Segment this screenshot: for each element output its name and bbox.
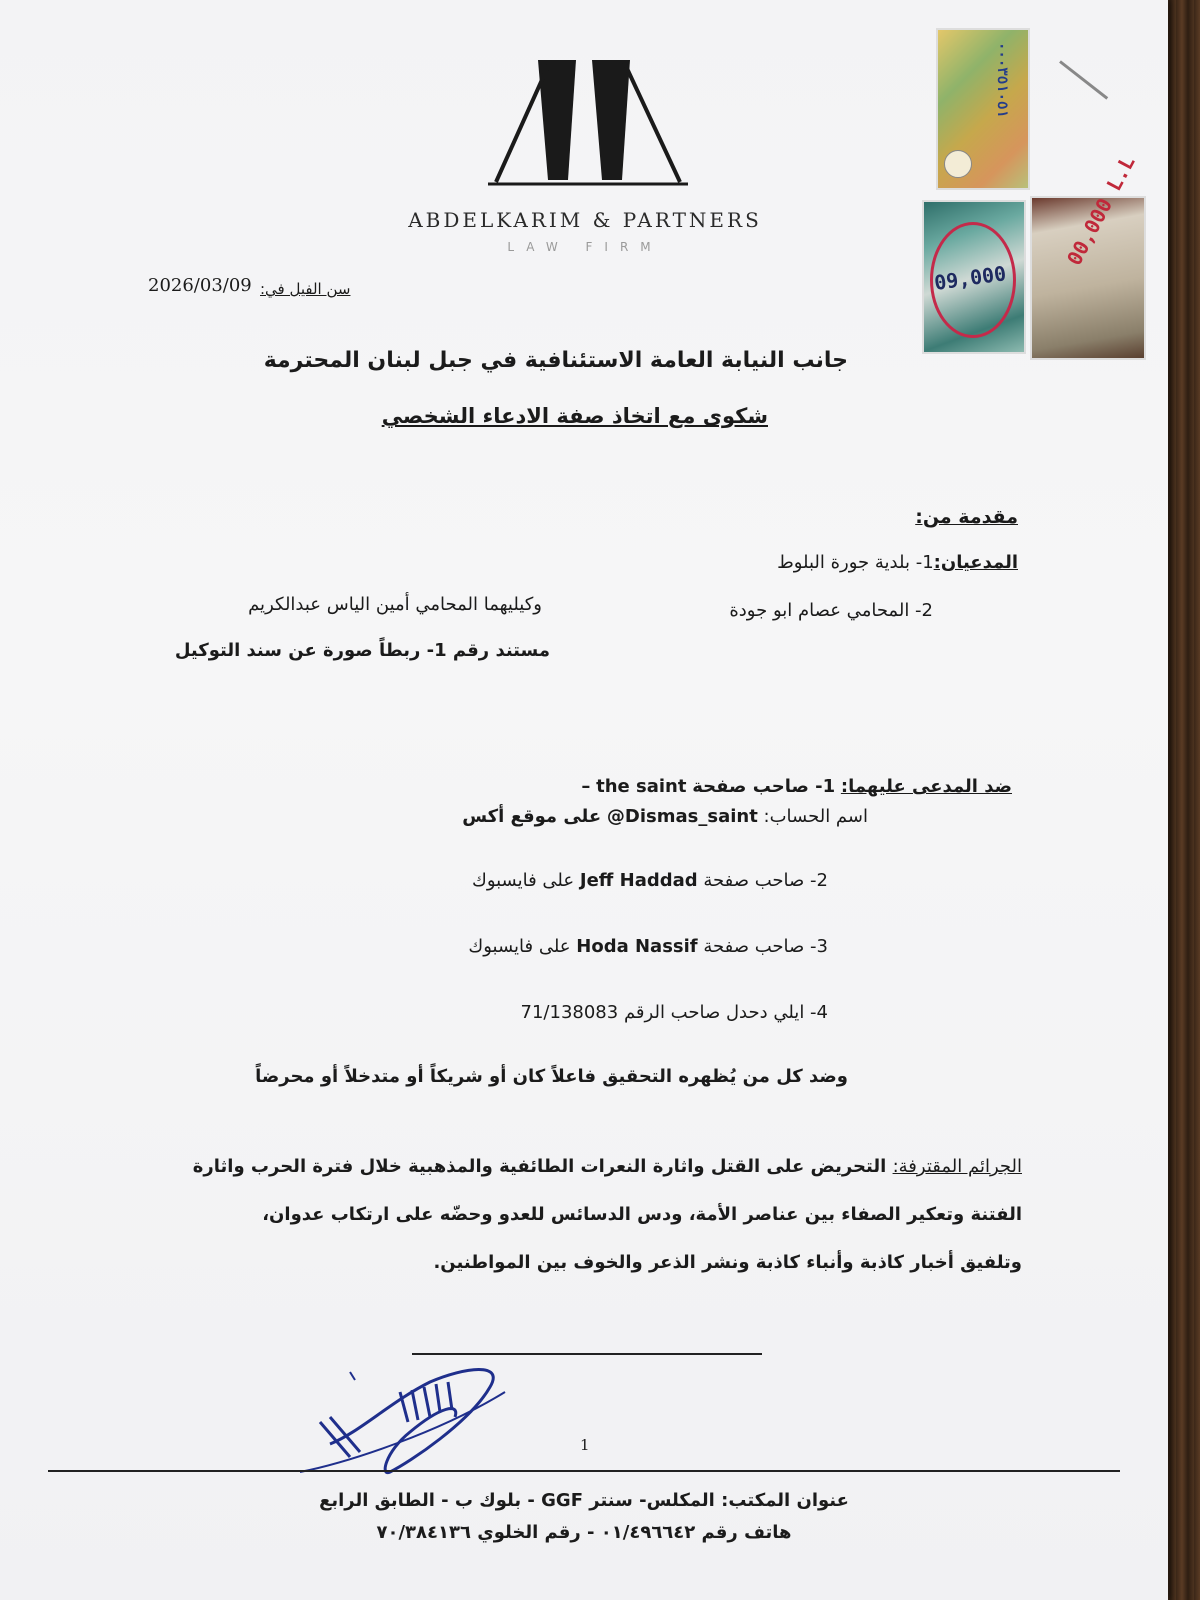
stamp-2-value: 09,000 xyxy=(932,261,1008,295)
addressee: جانب النيابة العامة الاستئنافية في جبل لبنان المحترمة xyxy=(263,348,848,373)
plaintiffs-label: المدعيان: xyxy=(933,552,1018,573)
attorney-line: وكيليهما المحامي أمين الياس عبدالكريم xyxy=(248,594,542,615)
cedar-emblem-icon xyxy=(944,150,972,178)
office-phones: هاتف رقم ٠١/٤٩٦٦٤٢ - رقم الخلوي ٧٠/٣٨٤١٣٦ xyxy=(376,1522,792,1543)
stamp-1-number: ٠٠٠٣٥١٠٥١ xyxy=(994,42,1010,118)
defendant-1-account xyxy=(462,806,868,827)
defendant-1-name: the saint xyxy=(596,776,687,797)
plaintiff-1: 1- بلدية جورة البلوط xyxy=(777,552,934,573)
signature-icon xyxy=(290,1362,530,1492)
defendant-4-line: 4- ايلي دحدل صاحب الرقم 71/138083 xyxy=(520,1002,828,1023)
crimes-line-2: الفتنة وتعكير الصفاء بين عناصر الأمة، ودس الدسائس للعدو وحضّه على ارتكاب عدوان، xyxy=(262,1204,1022,1225)
complaint-subject: شكوى مع اتخاذ صفة الادعاء الشخصي xyxy=(381,404,768,428)
firm-logo-icon xyxy=(488,52,688,192)
defendant-1-line xyxy=(581,776,1012,797)
date-label: سن الفيل في: xyxy=(260,280,351,298)
defendant-3-line xyxy=(468,936,828,957)
office-address: عنوان المكتب: المكلس- سنتر GGF - بلوك ب - الطابق الرابع xyxy=(319,1490,849,1511)
revenue-stamp-1 xyxy=(936,28,1030,190)
defendant-1-dash: – xyxy=(581,776,591,797)
account-site: على موقع أكس xyxy=(462,806,602,827)
date-value: 2026/03/09 xyxy=(148,275,252,296)
crimes-label: الجرائم المقترفة: xyxy=(892,1156,1022,1177)
defendant-2-prefix: 2- صاحب صفحة xyxy=(703,870,828,891)
defendant-1-prefix: 1- صاحب صفحة xyxy=(692,776,836,797)
stamp-3-value: 00,000 L.L xyxy=(1062,151,1140,270)
account-handle: @Dismas_saint xyxy=(606,806,758,827)
defendant-3-prefix: 3- صاحب صفحة xyxy=(703,936,828,957)
footer-divider xyxy=(48,1470,1120,1472)
defendant-3-name: Hoda Nassif xyxy=(576,936,698,957)
defendants-label: ضد المدعى عليهما: xyxy=(840,776,1012,797)
revenue-stamp-3 xyxy=(1030,151,1146,360)
page-number: 1 xyxy=(580,1436,590,1454)
firm-subtitle: LAW FIRM xyxy=(507,240,663,254)
defendant-2-name: Jeff Haddad xyxy=(579,870,698,891)
defendant-2-site: على فايسبوك xyxy=(471,870,575,891)
signature-line xyxy=(412,1353,762,1355)
defendant-2-line xyxy=(472,870,828,891)
defendant-3-site: على فايسبوك xyxy=(468,936,571,957)
plaintiff-2: 2- المحامي عصام ابو جودة xyxy=(729,600,933,621)
firm-name: ABDELKARIM & PARTNERS xyxy=(408,208,762,232)
submitted-by-label: مقدمة من: xyxy=(915,506,1018,528)
crimes-text-1: التحريض على القتل واثارة النعرات الطائفية والمذهبية خلال فترة الحرب واثارة xyxy=(192,1156,887,1177)
other-defendants: وضد كل من يُظهره التحقيق فاعلاً كان أو شريكاً أو متدخلاً أو محرضاً xyxy=(255,1066,848,1087)
crimes-line-1 xyxy=(193,1156,1022,1177)
pen-mark xyxy=(1059,60,1108,99)
power-of-attorney-note: مستند رقم 1- ربطاً صورة عن سند التوكيل xyxy=(174,640,550,661)
bar-association-stamp xyxy=(922,200,1026,354)
account-label: اسم الحساب: xyxy=(763,806,868,827)
plaintiff-line-1 xyxy=(777,552,1018,573)
crimes-line-3: وتلفيق أخبار كاذبة وأنباء كاذبة ونشر الذعر والخوف بين المواطنين. xyxy=(433,1252,1022,1273)
